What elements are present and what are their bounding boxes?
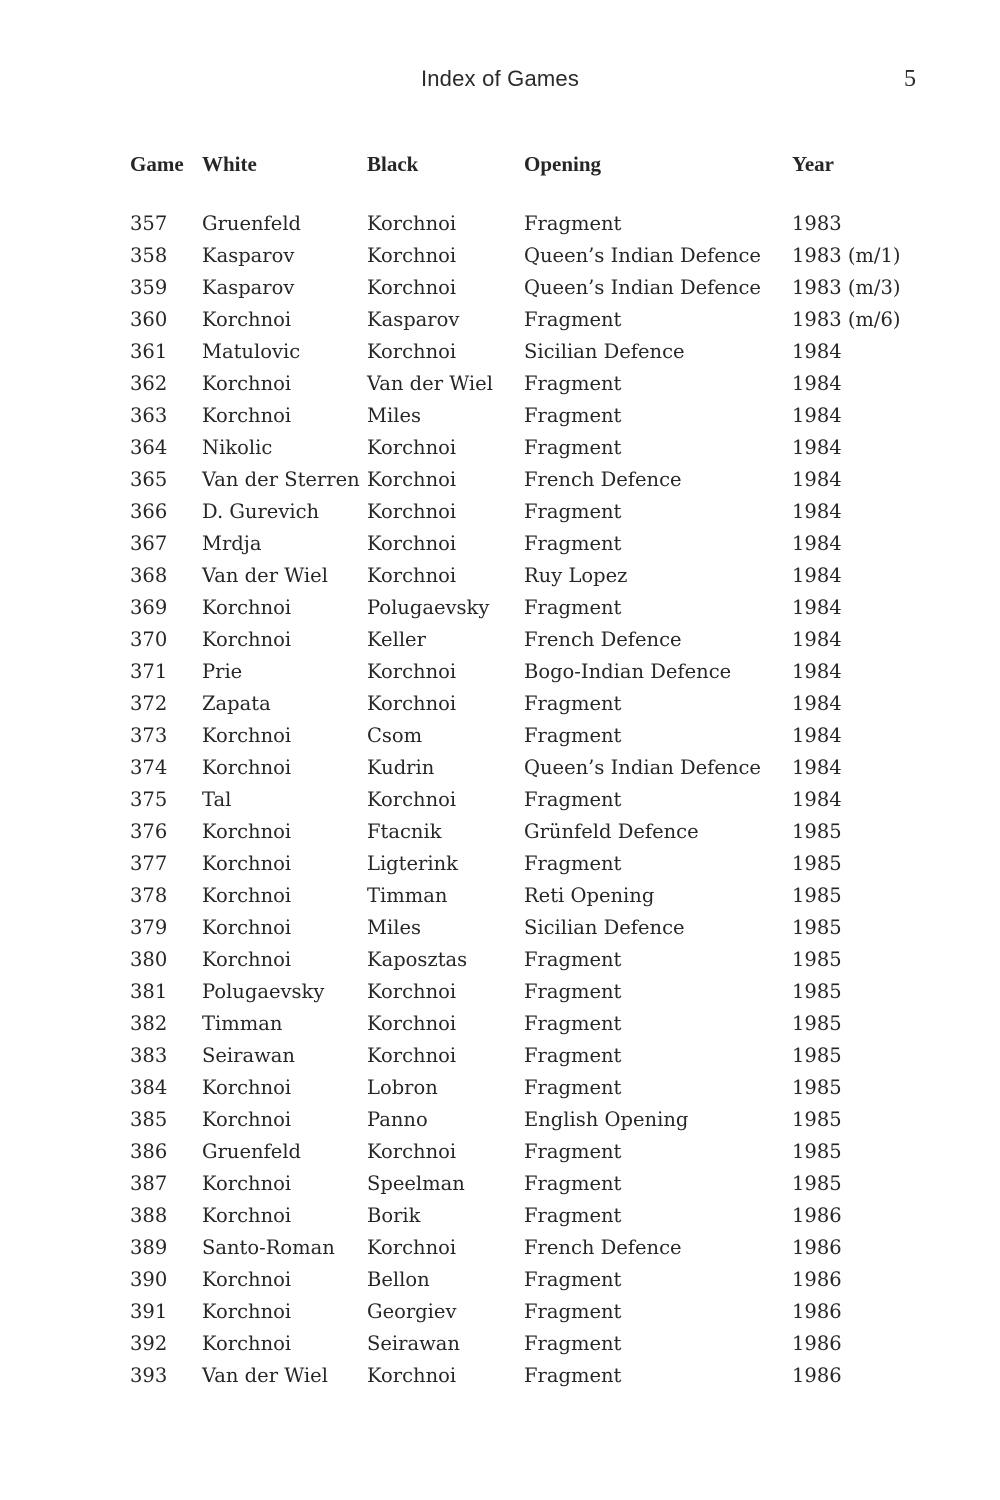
- cell-opening: Fragment: [524, 1332, 622, 1355]
- header-row: [130, 144, 902, 184]
- cell-game: 371: [130, 660, 168, 683]
- cell-game: 388: [130, 1204, 168, 1227]
- cell-white: Matulovic: [202, 340, 301, 363]
- table-row: [130, 1200, 902, 1232]
- cell-year: 1985: [792, 1108, 842, 1131]
- cell-game: 357: [130, 212, 168, 235]
- cell-black: Borik: [367, 1204, 421, 1227]
- cell-game: 390: [130, 1268, 168, 1291]
- table-row: [130, 528, 902, 560]
- cell-black: Lobron: [367, 1076, 438, 1099]
- cell-black: Panno: [367, 1108, 428, 1131]
- cell-white: Korchnoi: [202, 596, 292, 619]
- cell-year: 1983 (m/6): [792, 308, 901, 331]
- table-row: [130, 432, 902, 464]
- cell-opening: Fragment: [524, 1204, 622, 1227]
- cell-year: 1984: [792, 500, 842, 523]
- cell-white: Korchnoi: [202, 948, 292, 971]
- cell-opening: French Defence: [524, 1236, 682, 1259]
- cell-game: 366: [130, 500, 168, 523]
- table-row: [130, 240, 902, 272]
- cell-opening: Fragment: [524, 1268, 622, 1291]
- cell-opening: Fragment: [524, 1076, 622, 1099]
- cell-year: 1985: [792, 1140, 842, 1163]
- table-row: [130, 1008, 902, 1040]
- table-row: [130, 784, 902, 816]
- cell-white: Gruenfeld: [202, 1140, 302, 1163]
- cell-black: Kasparov: [367, 308, 460, 331]
- running-head-title: Index of Games: [420, 66, 580, 91]
- cell-game: 360: [130, 308, 168, 331]
- cell-white: Santo-Roman: [202, 1236, 335, 1259]
- games-index-table: [130, 144, 902, 1392]
- cell-black: Georgiev: [367, 1300, 457, 1323]
- cell-white: Van der Wiel: [202, 1364, 328, 1387]
- table-row: [130, 656, 902, 688]
- cell-year: 1985: [792, 948, 842, 971]
- table-row: [130, 592, 902, 624]
- cell-white: Timman: [202, 1012, 283, 1035]
- cell-opening: Fragment: [524, 436, 622, 459]
- cell-white: Korchnoi: [202, 756, 292, 779]
- table-row: [130, 720, 902, 752]
- cell-opening: Grünfeld Defence: [524, 820, 699, 843]
- table-row: [130, 944, 902, 976]
- cell-white: Seirawan: [202, 1044, 295, 1067]
- table-row: [130, 1104, 902, 1136]
- table-row: [130, 1360, 902, 1392]
- cell-game: 373: [130, 724, 168, 747]
- cell-black: Korchnoi: [367, 1044, 457, 1067]
- cell-black: Polugaevsky: [367, 596, 490, 619]
- table-row: [130, 976, 902, 1008]
- cell-year: 1985: [792, 1172, 842, 1195]
- cell-black: Van der Wiel: [367, 372, 493, 395]
- cell-year: 1984: [792, 468, 842, 491]
- column-header-white: White: [202, 151, 257, 176]
- cell-white: Tal: [202, 788, 232, 811]
- cell-white: Nikolic: [202, 436, 273, 459]
- cell-year: 1984: [792, 788, 842, 811]
- cell-opening: Fragment: [524, 948, 622, 971]
- cell-opening: Fragment: [524, 980, 622, 1003]
- cell-year: 1983 (m/3): [792, 276, 901, 299]
- table-row: [130, 752, 902, 784]
- cell-opening: Fragment: [524, 1012, 622, 1035]
- cell-white: D. Gurevich: [202, 500, 320, 523]
- cell-opening: Fragment: [524, 308, 622, 331]
- cell-opening: Fragment: [524, 1300, 622, 1323]
- cell-year: 1984: [792, 372, 842, 395]
- table-row: [130, 848, 902, 880]
- cell-game: 370: [130, 628, 168, 651]
- cell-game: 393: [130, 1364, 168, 1387]
- cell-black: Korchnoi: [367, 212, 457, 235]
- table-row: [130, 1264, 902, 1296]
- cell-black: Korchnoi: [367, 564, 457, 587]
- cell-game: 372: [130, 692, 168, 715]
- cell-black: Korchnoi: [367, 500, 457, 523]
- cell-game: 374: [130, 756, 168, 779]
- cell-game: 363: [130, 404, 168, 427]
- cell-black: Timman: [367, 884, 448, 907]
- table-row: [130, 624, 902, 656]
- table-row: [130, 816, 902, 848]
- cell-black: Kaposztas: [367, 948, 468, 971]
- cell-year: 1985: [792, 852, 842, 875]
- table-row: [130, 336, 902, 368]
- cell-black: Keller: [367, 628, 426, 651]
- cell-year: 1985: [792, 820, 842, 843]
- table-row: [130, 1040, 902, 1072]
- cell-year: 1985: [792, 1076, 842, 1099]
- cell-game: 368: [130, 564, 168, 587]
- cell-opening: Queen’s Indian Defence: [524, 756, 761, 779]
- cell-black: Seirawan: [367, 1332, 460, 1355]
- cell-year: 1984: [792, 340, 842, 363]
- cell-black: Miles: [367, 916, 421, 939]
- cell-white: Korchnoi: [202, 852, 292, 875]
- cell-opening: Fragment: [524, 852, 622, 875]
- cell-game: 392: [130, 1332, 168, 1355]
- cell-white: Korchnoi: [202, 1204, 292, 1227]
- cell-black: Miles: [367, 404, 421, 427]
- table-row: [130, 304, 902, 336]
- cell-game: 385: [130, 1108, 168, 1131]
- cell-opening: English Opening: [524, 1108, 689, 1131]
- cell-white: Polugaevsky: [202, 980, 325, 1003]
- table-body: [130, 208, 902, 1392]
- cell-white: Mrdja: [202, 532, 262, 555]
- cell-opening: Reti Opening: [524, 884, 655, 907]
- cell-year: 1983: [792, 212, 842, 235]
- cell-game: 389: [130, 1236, 168, 1259]
- cell-year: 1986: [792, 1236, 842, 1259]
- cell-opening: Fragment: [524, 404, 622, 427]
- cell-black: Kudrin: [367, 756, 435, 779]
- cell-year: 1984: [792, 692, 842, 715]
- cell-opening: Sicilian Defence: [524, 916, 685, 939]
- cell-year: 1984: [792, 404, 842, 427]
- cell-white: Korchnoi: [202, 820, 292, 843]
- cell-year: 1984: [792, 564, 842, 587]
- table-row: [130, 1168, 902, 1200]
- cell-white: Korchnoi: [202, 884, 292, 907]
- cell-year: 1985: [792, 1012, 842, 1035]
- table-row: [130, 560, 902, 592]
- cell-black: Korchnoi: [367, 436, 457, 459]
- cell-white: Korchnoi: [202, 1108, 292, 1131]
- cell-opening: French Defence: [524, 468, 682, 491]
- cell-game: 359: [130, 276, 168, 299]
- cell-year: 1984: [792, 756, 842, 779]
- table-row: [130, 272, 902, 304]
- cell-white: Van der Sterren: [202, 468, 360, 491]
- table-row: [130, 496, 902, 528]
- cell-game: 369: [130, 596, 168, 619]
- page-number: 5: [904, 66, 916, 92]
- cell-year: 1984: [792, 628, 842, 651]
- cell-game: 376: [130, 820, 168, 843]
- cell-game: 377: [130, 852, 168, 875]
- cell-year: 1986: [792, 1204, 842, 1227]
- cell-year: 1985: [792, 980, 842, 1003]
- cell-white: Korchnoi: [202, 1332, 292, 1355]
- cell-year: 1986: [792, 1364, 842, 1387]
- cell-opening: Fragment: [524, 1364, 622, 1387]
- cell-opening: Bogo-Indian Defence: [524, 660, 732, 683]
- header-spacer: [130, 184, 902, 208]
- cell-white: Korchnoi: [202, 1268, 292, 1291]
- cell-game: 367: [130, 532, 168, 555]
- cell-black: Korchnoi: [367, 1140, 457, 1163]
- table-row: [130, 688, 902, 720]
- cell-game: 365: [130, 468, 168, 491]
- cell-year: 1984: [792, 436, 842, 459]
- table-row: [130, 1296, 902, 1328]
- table-row: [130, 208, 902, 240]
- cell-opening: Fragment: [524, 1172, 622, 1195]
- cell-opening: Sicilian Defence: [524, 340, 685, 363]
- table-row: [130, 1232, 902, 1264]
- cell-game: 382: [130, 1012, 168, 1035]
- cell-game: 380: [130, 948, 168, 971]
- cell-game: 358: [130, 244, 168, 267]
- cell-white: Korchnoi: [202, 1300, 292, 1323]
- cell-opening: Fragment: [524, 724, 622, 747]
- cell-white: Kasparov: [202, 276, 295, 299]
- table-row: [130, 464, 902, 496]
- cell-year: 1984: [792, 532, 842, 555]
- cell-opening: Fragment: [524, 596, 622, 619]
- cell-black: Korchnoi: [367, 276, 457, 299]
- cell-white: Korchnoi: [202, 1076, 292, 1099]
- cell-white: Korchnoi: [202, 372, 292, 395]
- cell-year: 1985: [792, 884, 842, 907]
- cell-opening: Fragment: [524, 788, 622, 811]
- cell-white: Korchnoi: [202, 404, 292, 427]
- cell-black: Csom: [367, 724, 423, 747]
- cell-white: Korchnoi: [202, 628, 292, 651]
- cell-black: Korchnoi: [367, 532, 457, 555]
- cell-opening: Fragment: [524, 532, 622, 555]
- cell-opening: Fragment: [524, 692, 622, 715]
- column-header-opening: Opening: [524, 151, 602, 176]
- cell-year: 1986: [792, 1300, 842, 1323]
- cell-opening: Queen’s Indian Defence: [524, 276, 761, 299]
- cell-black: Korchnoi: [367, 788, 457, 811]
- cell-opening: Fragment: [524, 1044, 622, 1067]
- table-header: [130, 144, 902, 208]
- cell-game: 384: [130, 1076, 168, 1099]
- cell-black: Korchnoi: [367, 660, 457, 683]
- cell-opening: Fragment: [524, 500, 622, 523]
- cell-opening: Ruy Lopez: [524, 564, 628, 587]
- cell-opening: Fragment: [524, 1140, 622, 1163]
- cell-game: 391: [130, 1300, 168, 1323]
- cell-game: 383: [130, 1044, 168, 1067]
- cell-year: 1984: [792, 660, 842, 683]
- cell-white: Korchnoi: [202, 1172, 292, 1195]
- cell-game: 381: [130, 980, 168, 1003]
- cell-year: 1986: [792, 1332, 842, 1355]
- cell-year: 1984: [792, 724, 842, 747]
- cell-black: Speelman: [367, 1172, 465, 1195]
- cell-year: 1984: [792, 596, 842, 619]
- cell-black: Bellon: [367, 1268, 430, 1291]
- cell-black: Korchnoi: [367, 468, 457, 491]
- cell-black: Korchnoi: [367, 1236, 457, 1259]
- cell-white: Korchnoi: [202, 308, 292, 331]
- table-row: [130, 1136, 902, 1168]
- cell-year: 1986: [792, 1268, 842, 1291]
- cell-game: 362: [130, 372, 168, 395]
- cell-white: Prie: [202, 660, 243, 683]
- cell-game: 361: [130, 340, 168, 363]
- table-row: [130, 368, 902, 400]
- cell-year: 1985: [792, 1044, 842, 1067]
- table-row: [130, 400, 902, 432]
- table-row: [130, 1072, 902, 1104]
- column-header-game: Game: [130, 151, 184, 176]
- table-row: [130, 912, 902, 944]
- cell-year: 1985: [792, 916, 842, 939]
- cell-game: 386: [130, 1140, 168, 1163]
- cell-opening: Queen’s Indian Defence: [524, 244, 761, 267]
- cell-game: 379: [130, 916, 168, 939]
- cell-game: 378: [130, 884, 168, 907]
- cell-game: 375: [130, 788, 168, 811]
- cell-year: 1983 (m/1): [792, 244, 901, 267]
- cell-white: Zapata: [202, 692, 271, 715]
- cell-black: Korchnoi: [367, 1012, 457, 1035]
- cell-white: Korchnoi: [202, 916, 292, 939]
- cell-black: Ligterink: [367, 852, 458, 875]
- cell-opening: Fragment: [524, 212, 622, 235]
- table-row: [130, 1328, 902, 1360]
- cell-opening: French Defence: [524, 628, 682, 651]
- column-header-year: Year: [792, 151, 834, 176]
- table-row: [130, 880, 902, 912]
- cell-game: 387: [130, 1172, 168, 1195]
- cell-white: Kasparov: [202, 244, 295, 267]
- cell-white: Van der Wiel: [202, 564, 328, 587]
- cell-black: Korchnoi: [367, 980, 457, 1003]
- cell-black: Korchnoi: [367, 692, 457, 715]
- cell-opening: Fragment: [524, 372, 622, 395]
- cell-black: Korchnoi: [367, 340, 457, 363]
- cell-black: Korchnoi: [367, 1364, 457, 1387]
- cell-game: 364: [130, 436, 168, 459]
- cell-white: Korchnoi: [202, 724, 292, 747]
- cell-white: Gruenfeld: [202, 212, 302, 235]
- column-header-black: Black: [367, 151, 419, 176]
- cell-black: Ftacnik: [367, 820, 442, 843]
- cell-black: Korchnoi: [367, 244, 457, 267]
